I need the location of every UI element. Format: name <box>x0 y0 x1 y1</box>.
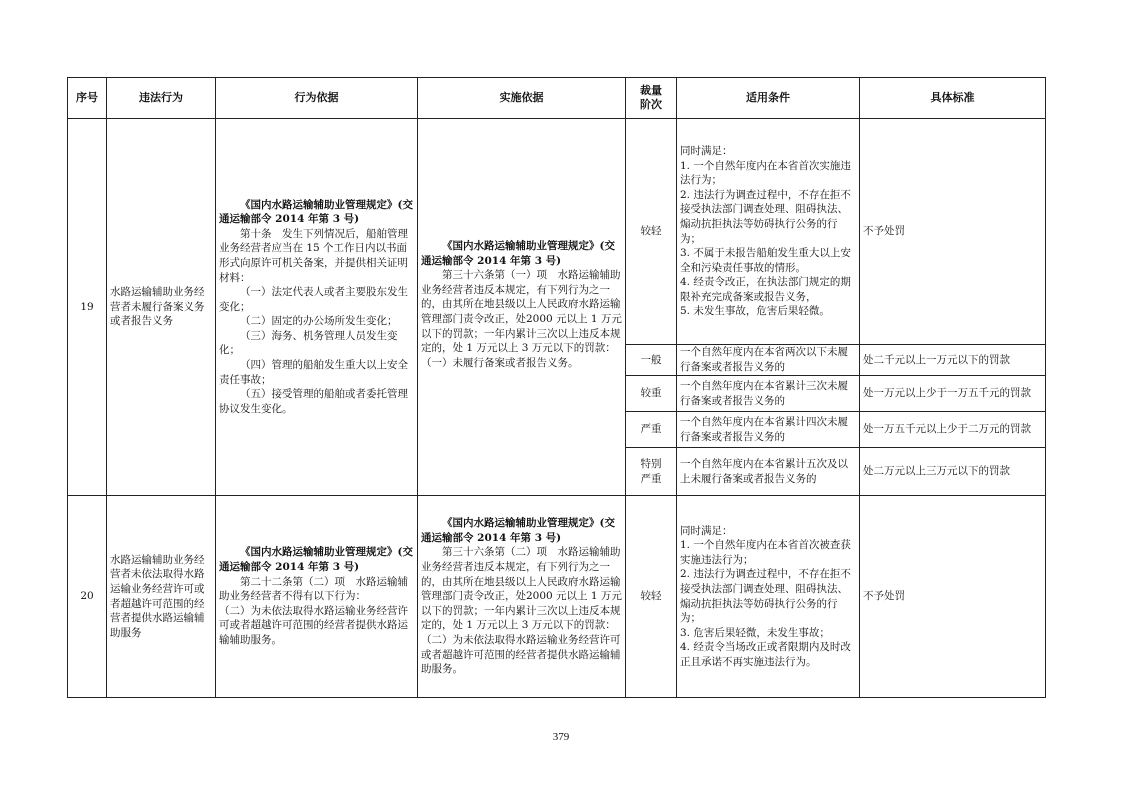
std-cell: 不予处罚 <box>860 119 1046 345</box>
basis-line: （一）法定代表人或者主要股东发生变化； <box>219 286 408 313</box>
cond-line: 2. 违法行为调查过程中，不存在拒不接受执法部门调查处理、阻碍执法、煽动抗拒执法等妨碍执行公务的行为； <box>680 188 851 245</box>
basis-title: 《国内水路运输辅助业管理规定》(交通运输部令 2014 年第 3 号) <box>219 546 413 574</box>
basis-line: 第十条 发生下列情况后，船舶管理业务经营者应当在 15 个工作日内以书面形式向原许可机关备案，并提供相关证明材料： <box>219 227 408 284</box>
cond-cell <box>677 496 860 698</box>
row-no: 19 <box>68 119 107 496</box>
cond-cell <box>677 119 860 345</box>
std-cell: 处二千元以上一万元以下的罚款 <box>860 345 1046 376</box>
row-impl <box>418 496 626 698</box>
impl-title: 《国内水路运输辅助业管理规定》(交通运输部令 2014 年第 3 号) <box>421 517 615 544</box>
cond-cell: 一个自然年度内在本省累计四次未履行备案或者报告义务的 <box>677 412 860 448</box>
level-text: 特别 严重 <box>640 457 662 485</box>
cond-cell: 一个自然年度内在本省两次以下未履行备案或者报告义务的 <box>677 345 860 376</box>
basis-line: （三）海务、机务管理人员发生变化； <box>219 329 398 357</box>
row-act: 水路运输辅助业务经营者未依法取得水路运输业务经营许可或者超越许可范围的经营者提供水路运输辅助服务 <box>107 496 216 698</box>
impl-text: 第三十六条第（一）项 水路运输辅助业务经营者违反本规定，有下列行为之一的，由其所在地县级以上人民政府水路运输管理部门责令改正，处2000 元以上 1 万元以下的罚款；一年内累计三次以上违反本规定的，处 1 万元以上 3 万元以下的罚款：（一）未履行备案或者报告义务。 <box>421 269 622 369</box>
basis-line: （二）固定的办公场所发生变化； <box>240 315 398 328</box>
cond-line: 同时满足： <box>680 524 733 537</box>
level-cell: 一般 <box>626 345 677 376</box>
basis-line: 第二十二条第（二）项 水路运输辅助业务经营者不得有以下行为： <box>219 575 408 603</box>
cond-line: 4. 经责令改正，在执法部门规定的期限补充完成备案或报告义务， <box>680 276 851 303</box>
std-cell: 处一万元以上少于一万五千元的罚款 <box>860 376 1046 412</box>
level-cell: 严重 <box>626 412 677 448</box>
header-act: 违法行为 <box>107 78 216 119</box>
basis-line: （四）管理的船舶发生重大以上安全责任事故； <box>219 359 408 386</box>
table-row <box>68 496 1046 698</box>
cond-line: 4. 经责令当场改正或者限期内及时改正且承诺不再实施违法行为。 <box>680 641 851 668</box>
cond-cell: 一个自然年度内在本省累计三次未履行备案或者报告义务的 <box>677 376 860 412</box>
cond-line: 3. 不属于未报告船舶发生重大以上安全和污染责任事故的情形。 <box>680 247 851 274</box>
row-basis <box>216 496 418 698</box>
penalty-table <box>67 77 1046 698</box>
std-cell: 不予处罚 <box>860 496 1046 698</box>
basis-line: （二）为未依法取得水路运输业务经营许可或者超越许可范围的经营者提供水路运输辅助服务。 <box>219 604 408 646</box>
header-level-text: 裁量 阶次 <box>640 84 662 111</box>
basis-title: 《国内水路运输辅助业管理规定》(交通运输部令 2014 年第 3 号) <box>219 198 413 226</box>
level-cell: 较轻 <box>626 496 677 698</box>
row-basis <box>216 119 418 496</box>
row-impl <box>418 119 626 496</box>
impl-title: 《国内水路运输辅助业管理规定》(交通运输部令 2014 年第 3 号) <box>421 240 615 267</box>
cond-line: 1. 一个自然年度内在本省首次实施违法行为； <box>680 159 851 187</box>
level-cell: 较重 <box>626 376 677 412</box>
cond-line: 2. 违法行为调查过程中，不存在拒不接受执法部门调查处理、阻碍执法、煽动抗拒执法等妨碍执行公务的行为； <box>680 568 851 625</box>
header-no: 序号 <box>68 78 107 119</box>
cond-line: 1. 一个自然年度内在本省首次被查获实施违法行为； <box>680 539 851 566</box>
row-no: 20 <box>68 496 107 698</box>
std-cell: 处一万五千元以上少于二万元的罚款 <box>860 412 1046 448</box>
basis-line: （五）接受管理的船舶或者委托管理协议发生变化。 <box>219 388 408 415</box>
header-level <box>626 78 677 119</box>
row-act: 水路运输辅助业务经营者未履行备案义务或者报告义务 <box>107 119 216 496</box>
page-number: 379 <box>552 731 570 743</box>
header-row <box>68 78 1046 119</box>
cond-line: 同时满足： <box>680 144 733 157</box>
table-row <box>68 119 1046 345</box>
cond-line: 3. 危害后果轻微，未发生事故； <box>680 626 830 639</box>
header-basis: 行为依据 <box>216 78 418 119</box>
cond-cell: 一个自然年度内在本省累计五次及以上未履行备案或者报告义务的 <box>677 448 860 496</box>
std-cell: 处二万元以上三万元以下的罚款 <box>860 448 1046 496</box>
cond-line: 5. 未发生事故，危害后果轻微。 <box>680 305 830 318</box>
level-cell <box>626 448 677 496</box>
impl-text: 第三十六条第（二）项 水路运输辅助业务经营者违反本规定，有下列行为之一的，由其所在地县级以上人民政府水路运输管理部门责令改正，处2000 元以上 1 万元以下的罚款；一年内累计三次以上违反本规定的，处 1 万元以上 3 万元以下的罚款：（二）为未依法取得水路运输业务经营许可或者超越许可范围的经营者提供水路运输辅助服务。 <box>421 546 622 676</box>
level-cell: 较轻 <box>626 119 677 345</box>
header-impl: 实施依据 <box>418 78 626 119</box>
header-cond: 适用条件 <box>677 78 860 119</box>
header-std: 具体标准 <box>860 78 1046 119</box>
